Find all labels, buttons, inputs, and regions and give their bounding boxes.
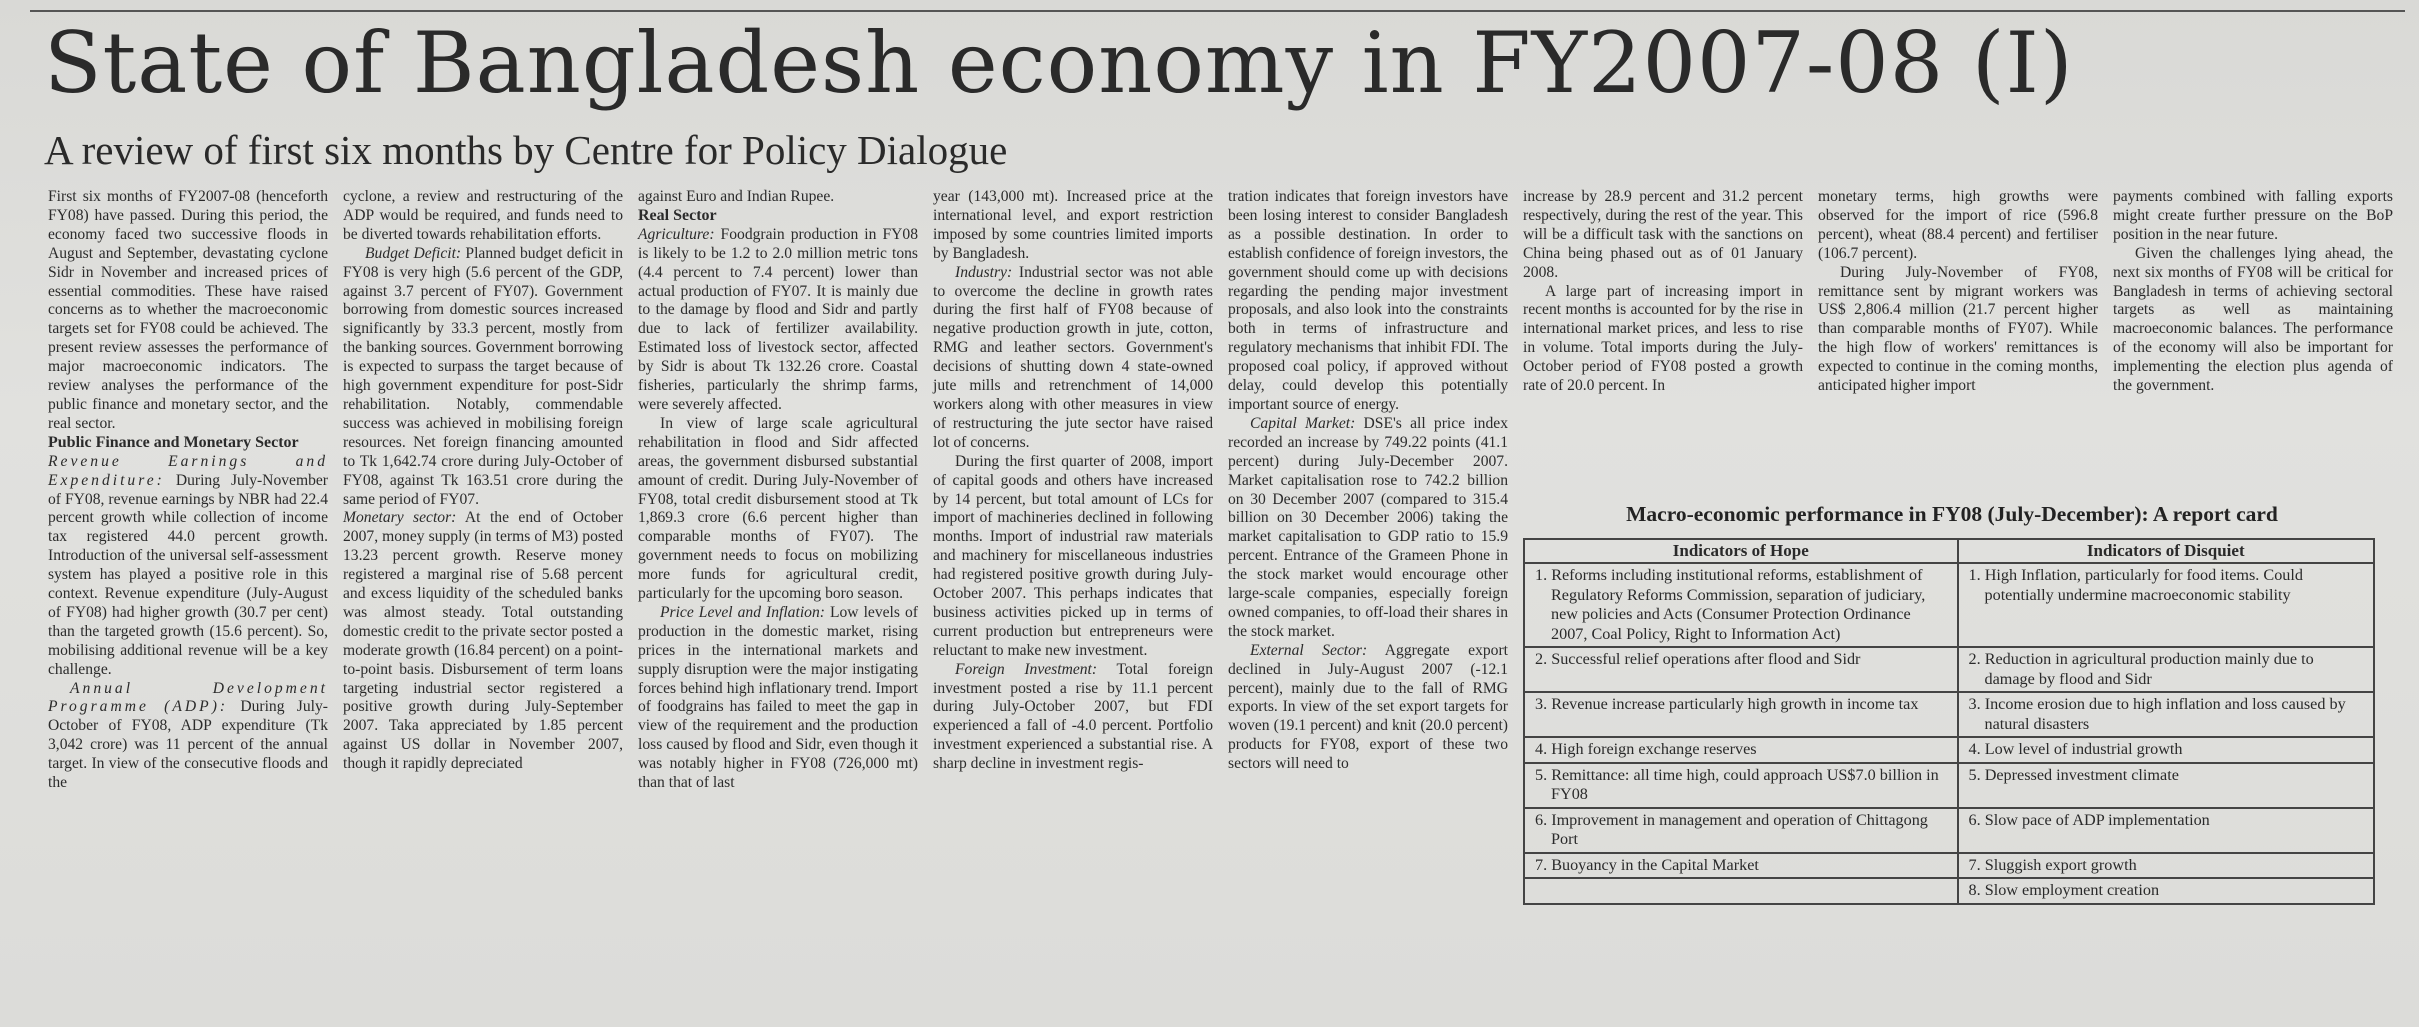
- hope-indicator: [1524, 878, 1958, 904]
- report-card-row: [1524, 763, 2374, 808]
- article-paragraph: Monetary sector: At the end of October 2007, money supply (in terms of M3) posted 13.23 percent growth. Reserve money registered a marginal rise of 5.68 percent and excess liquidity of the scheduled banks was almost steady. Total outstanding domestic credit to the private sector posted a moderate growth (16.84 percent) on a point-to-point basis. Disbursement of term loans targeting industrial sector registered a positive growth during July-September 2007. Taka appreciated by 1.85 percent against US dollar in November 2007, though it rapidly depreciated: [343, 509, 623, 773]
- article-paragraph: Price Level and Inflation: Low levels of production in the domestic market, rising prices in the international markets and supply disruption were the major instigating forces behind high inflationary trend. Import of foodgrains has failed to meet the gap in view of the requirement and the production loss caused by flood and Sidr, even though it was notably higher in FY08 (726,000 mt) than that of last: [638, 603, 918, 792]
- article-paragraph: year (143,000 mt). Increased price at the international level, and export restriction imposed by some countries limited imports by Bangladesh.: [933, 188, 1213, 262]
- disquiet-indicator: 5. Depressed investment climate: [1958, 763, 2375, 808]
- disquiet-indicator: 4. Low level of industrial growth: [1958, 737, 2375, 763]
- article-paragraph: Foreign Investment: Total foreign investment posted a rise by 11.1 percent during July-October 2007, but FDI experienced a fall of -4.0 percent. Portfolio investment experienced a substantial rise. A sharp decline in investment regis-: [933, 660, 1213, 773]
- article-column-2: [343, 188, 623, 774]
- report-card-row: [1524, 647, 2374, 692]
- hope-indicator: 1. Reforms including institutional reforms, establishment of Regulatory Reforms Commission, separation of judiciary, new policies and Acts (Consumer Protection Ordinance 2007, Coal Policy, Right to Information Act): [1524, 563, 1958, 647]
- article-column-4: [933, 188, 1213, 774]
- section-heading: Public Finance and Monetary Sector: [48, 433, 299, 451]
- subheadline: A review of first six months by Centre for Policy Dialogue: [44, 127, 1008, 173]
- report-card-row: [1524, 878, 2374, 904]
- report-card-row: [1524, 692, 2374, 737]
- article-column-3: [638, 188, 918, 793]
- hope-indicator: 2. Successful relief operations after flood and Sidr: [1524, 647, 1958, 692]
- report-card-row: [1524, 563, 2374, 647]
- disquiet-indicator: 8. Slow employment creation: [1958, 878, 2375, 904]
- article-paragraph: Revenue Earnings and Expenditure: During July-November of FY08, revenue earnings by NBR had 22.4 percent growth while collection of income tax registered 44.0 percent growth. Introduction of the universal self-assessment system has played a positive role in this context. Revenue expenditure (July-August of FY08) had higher growth (30.7 per cent) than the targeted growth (15.6 percent). So, mobilising additional revenue will be a key challenge.: [48, 452, 328, 678]
- article-paragraph: A large part of increasing import in recent months is accounted for by the rise in international market prices, and less to rise in volume. Total imports during the July-October period of FY08 posted a growth rate of 20.0 percent. In: [1523, 282, 1803, 395]
- report-card-row: [1524, 737, 2374, 763]
- hope-indicator: 3. Revenue increase particularly high growth in income tax: [1524, 692, 1958, 737]
- report-card-header-row: [1524, 539, 2374, 563]
- article-paragraph: cyclone, a review and restructuring of the ADP would be required, and funds need to be diverted towards rehabilitation efforts.: [343, 188, 623, 243]
- article-paragraph: tration indicates that foreign investors have been losing interest to consider Bangladesh as a possible destination. In order to establish confidence of foreign investors, the government should come up with decisions regarding the pending major investment proposals, and also look into the constraints both in terms of infrastructure and regulatory mechanisms that inhibit FDI. The proposed coal policy, if approved without delay, could develop this potentially important source of energy.: [1228, 188, 1508, 413]
- article-paragraph: Agriculture: Foodgrain production in FY08 is likely to be 1.2 to 2.0 million metric tons (4.4 percent to 7.4 percent) lower than actual production of FY07. It is mainly due to the damage by flood and Sidr and partly due to lack of fertilizer availability. Estimated loss of livestock sector, affected by Sidr is about Tk 132.26 crore. Coastal fisheries, particularly the shrimp farms, were severely affected.: [638, 225, 918, 413]
- hope-indicator: 6. Improvement in management and operation of Chittagong Port: [1524, 808, 1958, 853]
- top-rule: [30, 10, 2405, 12]
- article-paragraph: Given the challenges lying ahead, the next six months of FY08 will be critical for Bangladesh in terms of achieving sectoral targets as well as maintaining macroeconomic balances. The performance of the economy will also be important for implementing the election plus agenda of the government.: [2113, 244, 2393, 395]
- report-card-title: Macro-economic performance in FY08 (July-December): A report card: [1626, 502, 2278, 526]
- report-card-body: [1524, 563, 2374, 904]
- section-heading: Real Sector: [638, 206, 717, 224]
- article-paragraph: monetary terms, high growths were observed for the import of rice (596.8 percent), wheat (88.4 percent) and fertiliser (106.7 percent).: [1818, 188, 2098, 262]
- article-paragraph: payments combined with falling exports might create further pressure on the BoP position in the near future.: [2113, 188, 2393, 243]
- article-paragraph: Industry: Industrial sector was not able to overcome the decline in growth rates during the first half of FY08 because of negative production growth in jute, cotton, RMG and leather sectors. Government's decisions of shutting down 4 state-owned jute mills and retrenchment of 14,000 workers along with other measures in view of restructuring the jute sector have raised lot of concerns.: [933, 263, 1213, 451]
- article-column-6: [1523, 188, 1803, 396]
- article-column-5: [1228, 188, 1508, 774]
- report-card-row: [1524, 853, 2374, 879]
- article-paragraph: Capital Market: DSE's all price index recorded an increase by 749.22 points (41.1 percent) during July-December 2007. Market capitalisation rose to 742.2 billion on 30 December 2007 (compared to 315.4 billion on 30 December 2006) taking the market capitalisation to GDP ratio to 15.9 percent. Entrance of the Grameen Phone in the stock market would encourage other large-scale companies, especially foreign owned companies, to off-load their shares in the stock market.: [1228, 414, 1508, 640]
- article-paragraph: against Euro and Indian Rupee.: [638, 188, 835, 205]
- header-indicators-of-hope: Indicators of Hope: [1524, 539, 1958, 563]
- header-indicators-of-disquiet: Indicators of Disquiet: [1958, 539, 2375, 563]
- headline: State of Bangladesh economy in FY2007-08 (I): [44, 14, 2074, 112]
- disquiet-indicator: 1. High Inflation, particularly for food items. Could potentially undermine macroeconomic stability: [1958, 563, 2375, 647]
- article-paragraph: First six months of FY2007-08 (henceforth FY08) have passed. During this period, the economy faced two successive floods in August and September, devastating cyclone Sidr in November and increased prices of essential commodities. These have raised concerns as to whether the macroeconomic targets set for FY08 could be achieved. The present review assesses the performance of major macroeconomic indicators. The review analyses the performance of the public finance and monetary sector, and the real sector.: [48, 188, 328, 432]
- article-paragraph: External Sector: Aggregate export declined in July-August 2007 (-12.1 percent), mainly due to the fall of RMG exports. In view of the set export targets for woven (19.1 percent) and knit (20.0 percent) products for FY08, export of these two sectors will need to: [1228, 641, 1509, 773]
- hope-indicator: 7. Buoyancy in the Capital Market: [1524, 853, 1958, 879]
- article-paragraph: During the first quarter of 2008, import of capital goods and others have increased by 14 percent, but total amount of LCs for import of machineries declined in following months. Import of industrial raw materials and machinery for miscellaneous industries had registered positive growth during July-October 2007. This perhaps indicates that business activities picked up in terms of current production but entrepreneurs were reluctant to make new investment.: [933, 452, 1213, 659]
- article-paragraph: In view of large scale agricultural rehabilitation in flood and Sidr affected areas, the government disbursed substantial amount of credit. During July-November of FY08, total credit disbursement stood at Tk 1,869.3 crore (6.6 percent higher than comparable months of FY07). The government needs to focus on mobilizing more funds for agricultural credit, particularly for the upcoming boro season.: [638, 414, 918, 603]
- disquiet-indicator: 6. Slow pace of ADP implementation: [1958, 808, 2375, 853]
- article-paragraph: During July-November of FY08, remittance sent by migrant workers was US$ 2,806.4 million (21.7 percent higher than comparable months of FY07). While the high flow of workers' remittances is expected to continue in the coming months, anticipated higher import: [1818, 263, 2098, 395]
- report-card-table: [1523, 538, 2375, 905]
- report-card-row: [1524, 808, 2374, 853]
- article-column-7: [1818, 188, 2098, 396]
- hope-indicator: 4. High foreign exchange reserves: [1524, 737, 1958, 763]
- article-column-1: [48, 188, 328, 793]
- article-paragraph: increase by 28.9 percent and 31.2 percent respectively, during the rest of the year. This will be a difficult task with the sanctions on China being phased out as of 01 January 2008.: [1523, 188, 1803, 281]
- hope-indicator: 5. Remittance: all time high, could approach US$7.0 billion in FY08: [1524, 763, 1958, 808]
- disquiet-indicator: 7. Sluggish export growth: [1958, 853, 2375, 879]
- article-paragraph: Annual Development Programme (ADP): During July-October of FY08, ADP expenditure (Tk 3,042 crore) was 11 percent of the annual target. In view of the consecutive floods and the: [48, 679, 328, 792]
- disquiet-indicator: 2. Reduction in agricultural production mainly due to damage by flood and Sidr: [1958, 647, 2375, 692]
- article-paragraph: Budget Deficit: Planned budget deficit in FY08 is very high (5.6 percent of the GDP, against 3.7 percent of FY07). Government borrowing from domestic sources increased significantly by 33.3 percent, mostly from the banking sources. Government borrowing is expected to surpass the target because of high government expenditure for post-Sidr rehabilitation. Notably, commendable success was achieved in mobilising foreign resources. Net foreign financing amounted to Tk 1,642.74 crore during July-October of FY08, against Tk 163.51 crore during the same period of FY07.: [343, 244, 623, 508]
- disquiet-indicator: 3. Income erosion due to high inflation and loss caused by natural disasters: [1958, 692, 2375, 737]
- article-column-8: [2113, 188, 2393, 396]
